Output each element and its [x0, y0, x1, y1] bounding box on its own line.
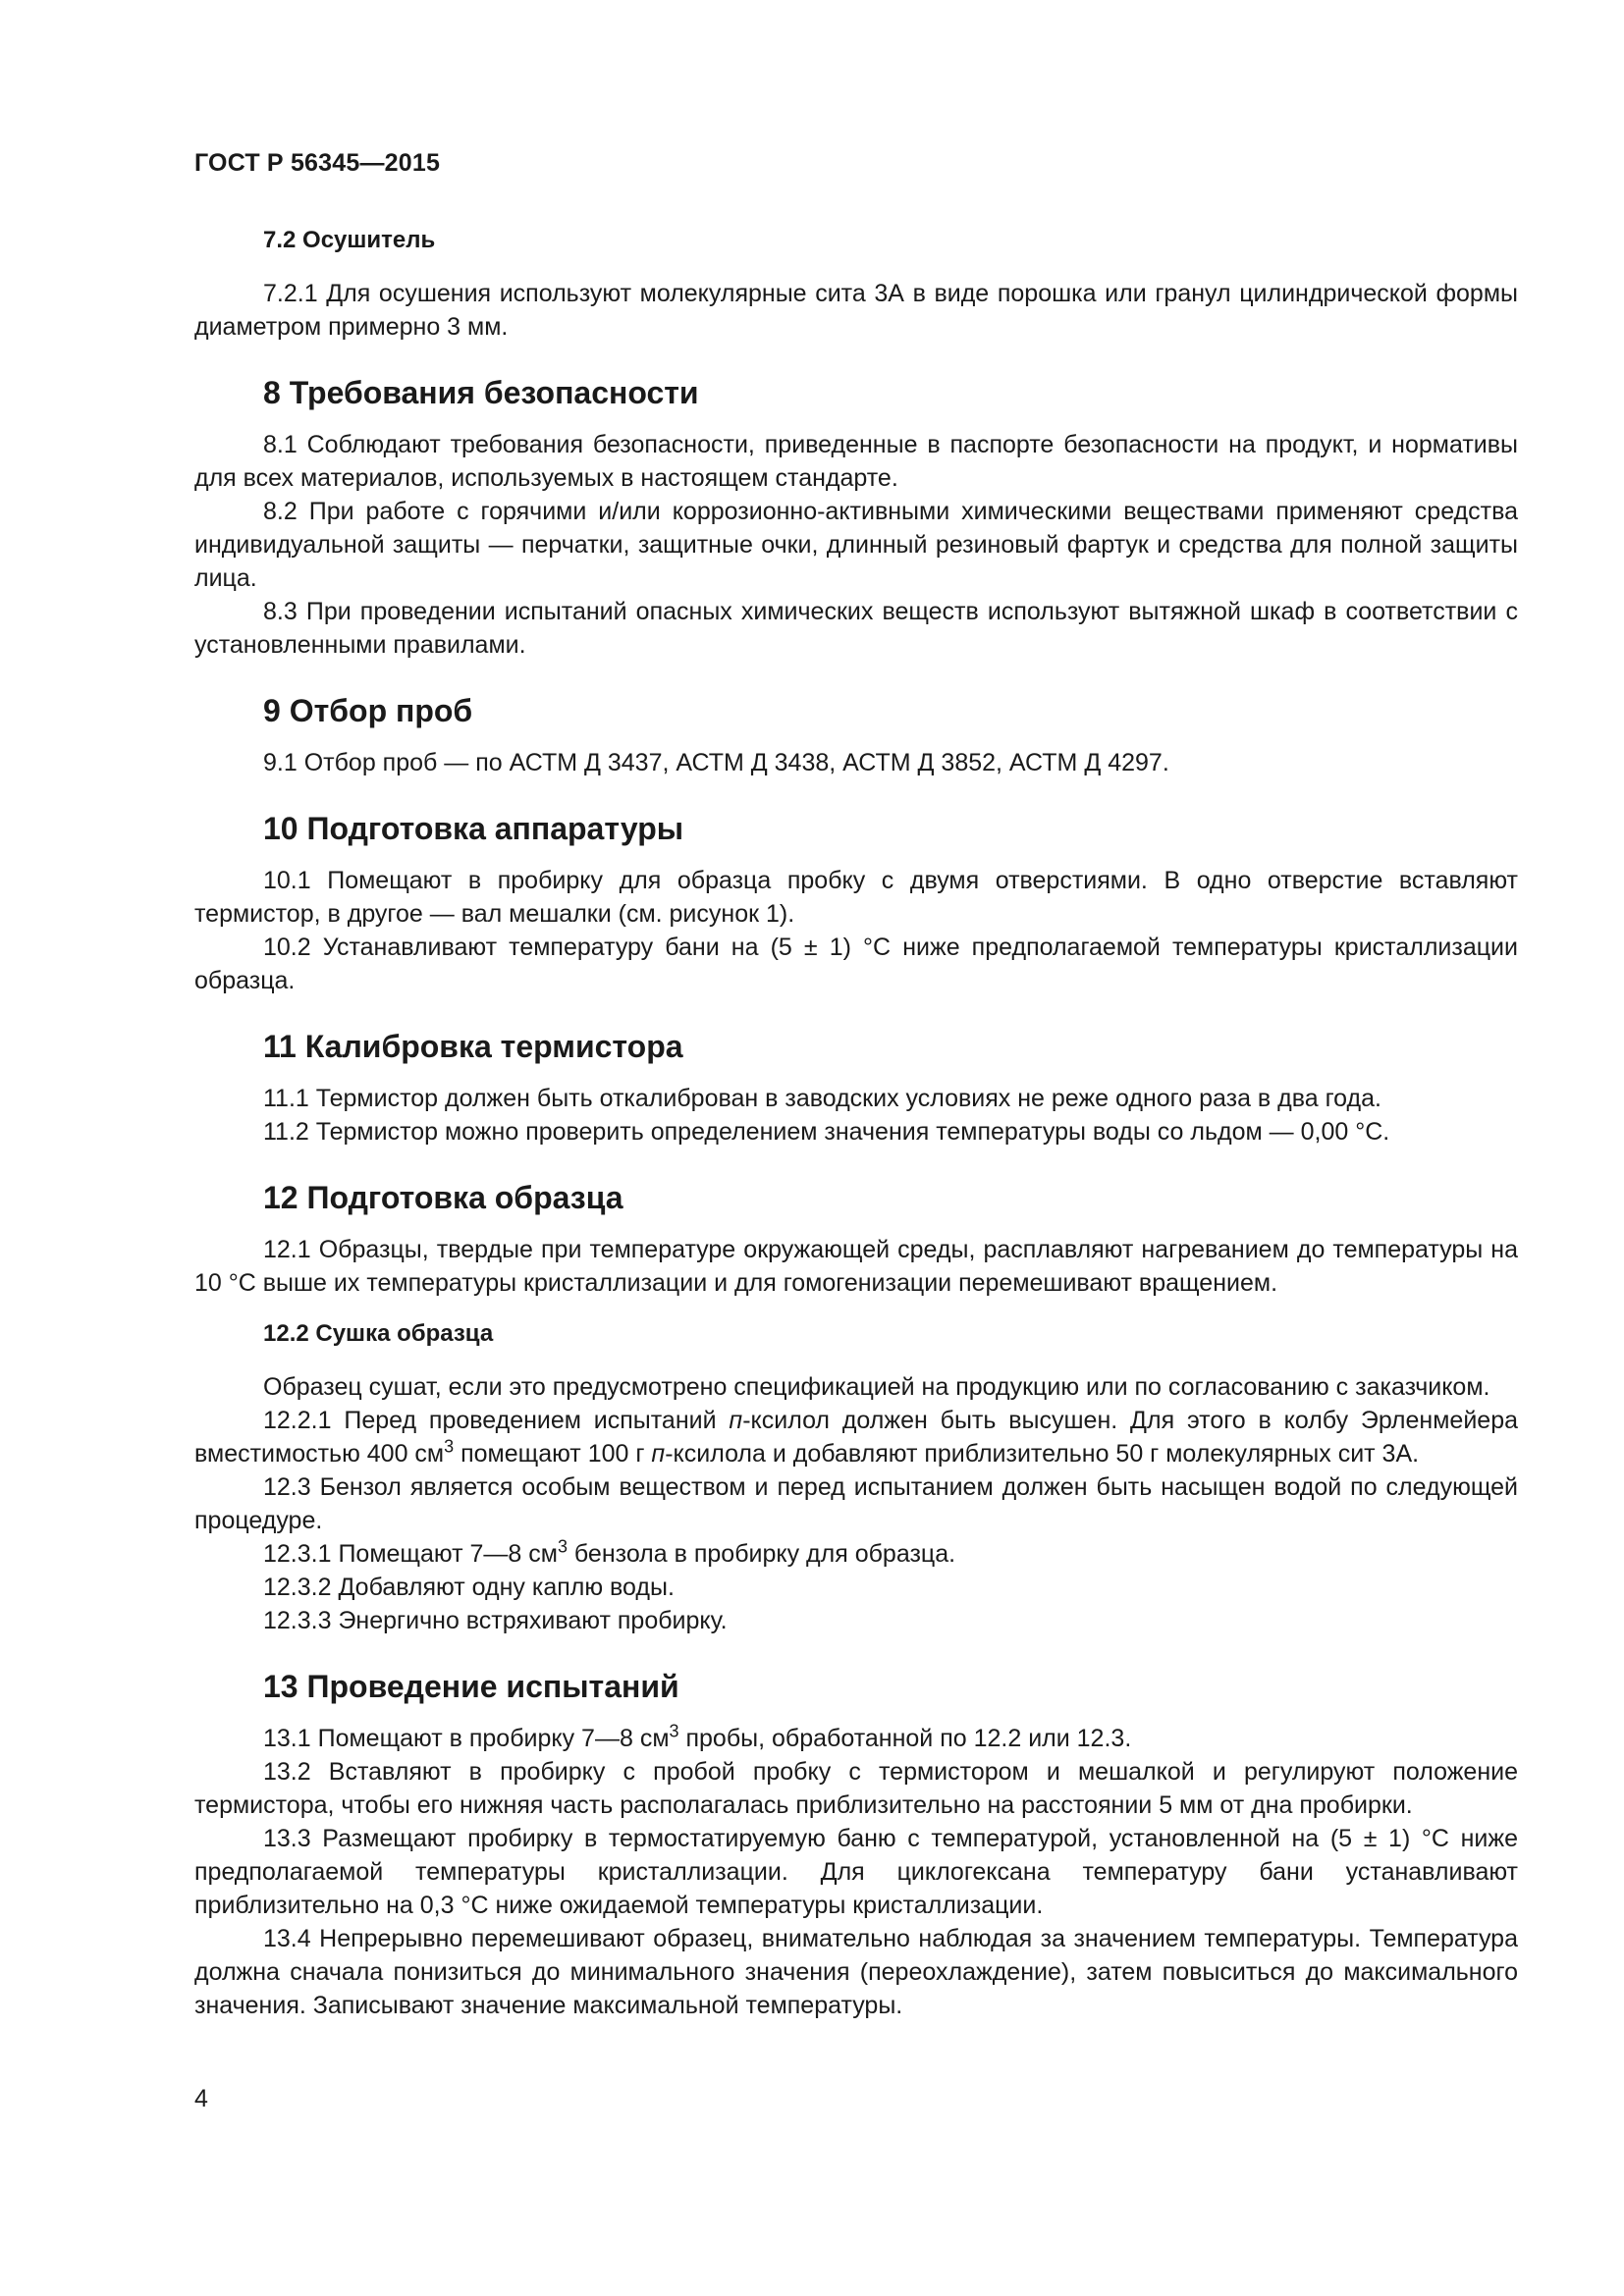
document-body	[194, 224, 1518, 2022]
paragraph-12-2: Образец сушат, если это предусмотрено спецификацией на продукцию или по согласованию с заказчиком.	[263, 1373, 1490, 1401]
superscript: 3	[557, 1536, 568, 1557]
paragraph-12-3-3: 12.3.3 Энергично встряхивают пробирку.	[263, 1607, 728, 1634]
paragraph-8-2: 8.2 При работе с горячими и/или коррозионно-активными химическими веществами применяют средства индивидуальной защиты — перчатки, защитные очки, длинный резиновый фартук и средства для полной защиты лица.	[194, 498, 1518, 592]
paragraph-10-1: 10.1 Помещают в пробирку для образца пробку с двумя отверстиями. В одно отверстие вставляют термистор, в другое — вал мешалки (см. рисунок 1).	[194, 867, 1518, 928]
text-run: помещают 100 г	[454, 1440, 652, 1468]
paragraph-8-3: 8.3 При проведении испытаний опасных химических веществ используют вытяжной шкаф в соответствии с установленными правилами.	[194, 598, 1518, 659]
paragraph-10-2: 10.2 Устанавливают температуру бани на (5 ± 1) °С ниже предполагаемой температуры кристаллизации образца.	[194, 934, 1518, 994]
paragraph-13-4: 13.4 Непрерывно перемешивают образец, внимательно наблюдая за значением температуры. Температура должна сначала понизиться до минимального значения (переохлаждение), затем повыситься до максимального значения. Записывают значение максимальной температуры.	[194, 1925, 1518, 2019]
paragraph-12-1: 12.1 Образцы, твердые при температуре окружающей среды, расплавляют нагреванием до температуры на 10 °С выше их температуры кристаллизации и для гомогенизации перемешивают вращением.	[194, 1236, 1518, 1297]
section-heading-13: 13 Проведение испытаний	[263, 1669, 679, 1704]
italic-run: п	[651, 1440, 666, 1468]
paragraph-7-2-1: 7.2.1 Для осушения используют молекулярные сита 3А в виде порошка или гранул цилиндрической формы диаметром примерно 3 мм.	[194, 280, 1518, 341]
paragraph-8-1: 8.1 Соблюдают требования безопасности, приведенные в паспорте безопасности на продукт, и нормативы для всех материалов, используемых в настоящем стандарте.	[194, 431, 1518, 492]
paragraph-12-3: 12.3 Бензол является особым веществом и перед испытанием должен быть насыщен водой по следующей процедуре.	[194, 1473, 1518, 1534]
text-run: пробы, обработанной по 12.2 или 12.3.	[678, 1725, 1132, 1752]
section-heading-8: 8 Требования безопасности	[263, 375, 699, 410]
paragraph-12-2-1	[194, 1404, 1518, 1470]
paragraph-13-3: 13.3 Размещают пробирку в термостатируемую баню с температурой, установленной на (5 ± 1) °С ниже предполагаемой температуры кристаллизации. Для циклогексана температуру бани устанавливают приблизительно на 0,3 °С ниже ожидаемой температуры кристаллизации.	[194, 1825, 1518, 1919]
text-run: 13.1 Помещают в пробирку 7—8 см	[263, 1725, 670, 1752]
paragraph-11-2: 11.2 Термистор можно проверить определением значения температуры воды со льдом — 0,00 °С.	[263, 1118, 1390, 1146]
text-run: 12.3.1 Помещают 7—8 см	[263, 1540, 558, 1568]
italic-run: п	[729, 1407, 743, 1434]
document-header: ГОСТ Р 56345—2015	[194, 149, 441, 177]
section-heading-11: 11 Калибровка термистора	[263, 1029, 683, 1064]
superscript: 3	[444, 1436, 455, 1457]
text-run: -ксилол должен быть высушен. Для этого в колбу Эрленмейера вместимостью 400 см	[194, 1407, 1518, 1468]
section-heading-10: 10 Подготовка аппаратуры	[263, 811, 684, 846]
text-run: -ксилола и добавляют приблизительно 50 г молекулярных сит 3А.	[665, 1440, 1420, 1468]
paragraph-9-1: 9.1 Отбор проб — по АСТМ Д 3437, АСТМ Д 3438, АСТМ Д 3852, АСТМ Д 4297.	[263, 749, 1169, 776]
text-run: 12.2.1 Перед проведением испытаний	[263, 1407, 730, 1434]
document-page	[194, 0, 1518, 2296]
subsection-heading-12-2: 12.2 Сушка образца	[263, 1320, 494, 1347]
paragraph-13-1	[194, 1722, 1518, 1755]
paragraph-12-3-1	[194, 1537, 1518, 1571]
text-run: бензола в пробирку для образца.	[567, 1540, 956, 1568]
subsection-heading-7-2: 7.2 Осушитель	[263, 227, 436, 253]
paragraph-13-2: 13.2 Вставляют в пробирку с пробой пробку с термистором и мешалкой и регулируют положение термистора, чтобы его нижняя часть располагалась приблизительно на расстоянии 5 мм от дна пробирки.	[194, 1758, 1518, 1819]
paragraph-11-1: 11.1 Термистор должен быть откалиброван в заводских условиях не реже одного раза в два года.	[263, 1085, 1381, 1112]
section-heading-12: 12 Подготовка образца	[263, 1180, 623, 1215]
paragraph-12-3-2: 12.3.2 Добавляют одну каплю воды.	[263, 1574, 675, 1601]
page-number: 4	[194, 2085, 208, 2112]
section-heading-9: 9 Отбор проб	[263, 693, 473, 728]
superscript: 3	[669, 1721, 679, 1741]
